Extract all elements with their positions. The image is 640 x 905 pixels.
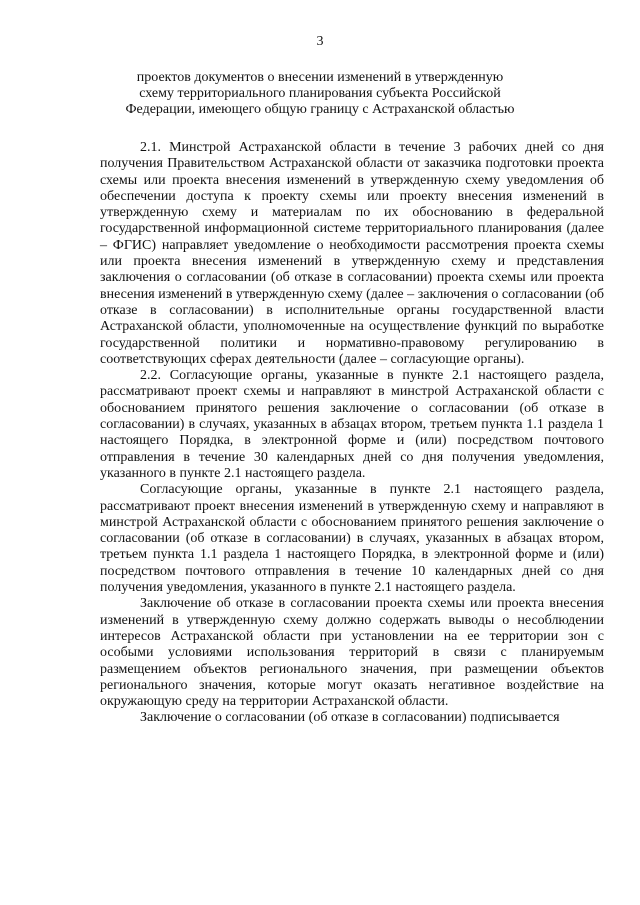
paragraph-refusal-conclusion: Заключение об отказе в согласовании проекта схемы или проекта внесения изменений в утвержденную схему должно содержать выводы о несоблюдении интересов Астраханской области при установлении на ее территории зон с особыми условиями использования территорий в связи с планируемым размещением объектов регионального значения, при размещении объектов регионального значения, которые могут оказать негативное воздействие на окружающую среду на территории Астраханской области. (100, 596, 604, 710)
paragraph-2-2: 2.2. Согласующие органы, указанные в пункте 2.1 настоящего раздела, рассматривают проект схемы и направляют в минстрой Астраханской области с обоснованием принятого решения заключение о согласовании (об отказе в согласовании) в случаях, указанных в абзацах втором, третьем пункта 1.1 раздела 1 настоящего Порядка, в электронной форме и (или) посредством почтового отправления в течение 30 календарных дней со дня получения уведомления, указанного в пункте 2.1 настоящего раздела. (100, 368, 604, 481)
paragraph-signing: Заключение о согласовании (об отказе в согласовании) подписывается (140, 710, 560, 726)
paragraph-amendments-review: Согласующие органы, указанные в пункте 2.1 настоящего раздела, рассматривают проект внесения изменений в утвержденную схему и направляют в минстрой Астраханской области с обоснованием принятого решения заключение о согласовании (об отказе в согласовании) в случаях, указанных в абзацах втором, третьем пункта 1.1 раздела 1 настоящего Порядка, в электронной форме и (или) посредством почтового отправления в течение 10 календарных дней со дня получения уведомления, указанного в пункте 2.1 настоящего раздела. (100, 482, 604, 596)
page-number: 3 (316, 34, 324, 49)
section-heading: проектов документов о внесении изменений в утвержденную схему территориального планирования субъекта Российской Федерации, имеющего общую границу с Астраханской областью (125, 70, 515, 118)
document-body (100, 140, 604, 727)
paragraph-2-1: 2.1. Минстрой Астраханской области в течение 3 рабочих дней со дня получения Правительством Астраханской области от заказчика подготовки проекта схемы или проекта внесения изменений в утвержденную схему уведомления об обеспечении доступа к проекту схемы или проекту внесения изменений в утвержденную схему и материалам по их обоснованию в федеральной государственной информационной системе территориального планирования (далее – ФГИС) направляет уведомление о необходимости рассмотрения проекта схемы или проекта внесения изменений в утвержденную схему и представления заключения о согласовании (об отказе в согласовании) проекта схемы или проекта внесения изменений в утвержденную схему (далее – заключения о согласовании (об отказе в согласовании) в исполнительные органы государственной власти Астраханской области, уполномоченные на осуществление функций по выработке государственной политики и нормативно-правовому регулированию в соответствующих сферах деятельности (далее – согласующие органы). (100, 140, 604, 367)
